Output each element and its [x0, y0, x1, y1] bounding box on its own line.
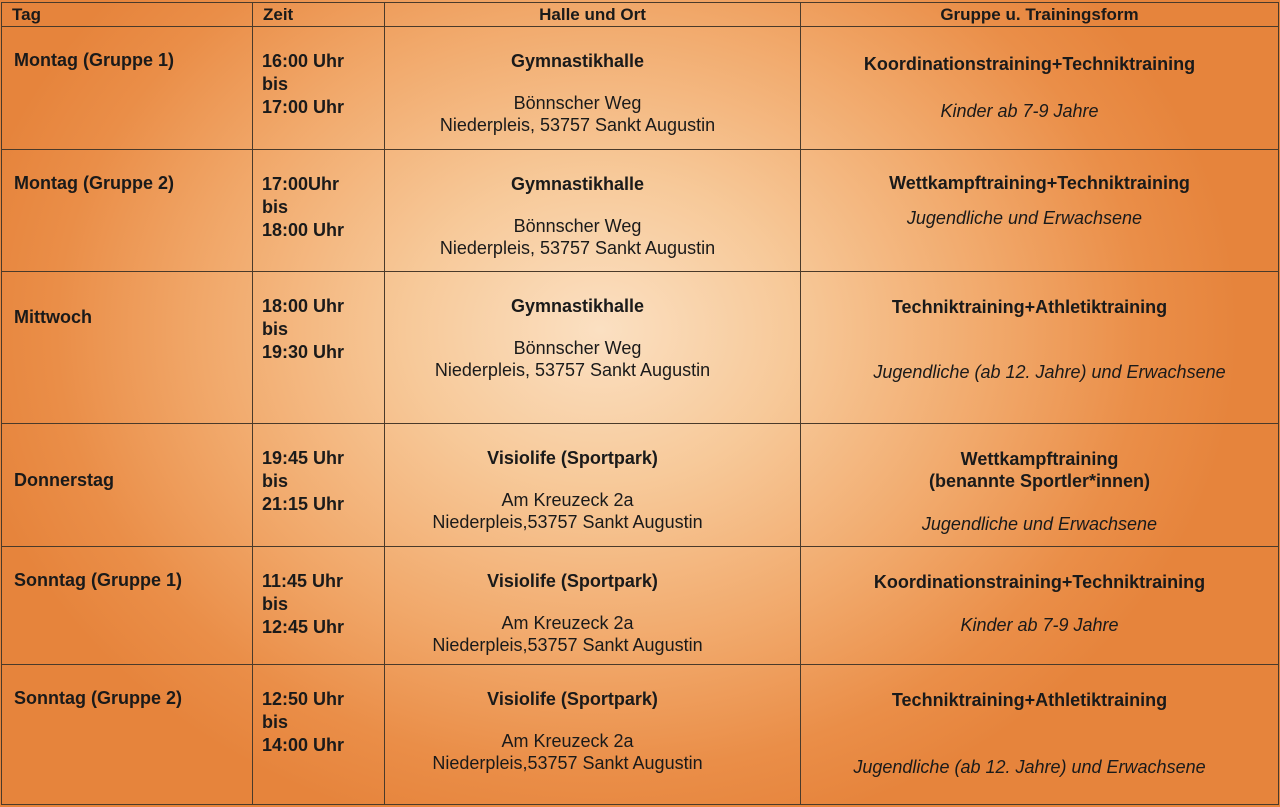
time-start: 16:00 Uhr — [262, 51, 345, 71]
time-sep: bis — [262, 594, 289, 614]
time-end: 21:15 Uhr — [262, 494, 345, 514]
header-time: Zeit — [253, 3, 385, 27]
training-schedule-table — [1, 2, 1279, 805]
time-end: 19:30 Uhr — [262, 342, 345, 362]
day-label: Sonntag (Gruppe 1) — [14, 570, 182, 590]
group-cell — [801, 27, 1279, 150]
table-row — [2, 547, 1279, 665]
street: Bönnscher Weg — [513, 93, 642, 113]
city: Niederpleis,53757 Sankt Augustin — [432, 635, 703, 655]
place-cell — [385, 665, 801, 805]
audience: Kinder ab 7-9 Jahre — [960, 615, 1119, 635]
table-row — [2, 150, 1279, 272]
table-row — [2, 665, 1279, 805]
day-cell — [2, 272, 253, 424]
time-end: 12:45 Uhr — [262, 617, 345, 637]
day-label: Donnerstag — [14, 470, 115, 490]
day-label: Sonntag (Gruppe 2) — [14, 688, 182, 708]
place-cell — [385, 424, 801, 547]
time-sep: bis — [262, 74, 289, 94]
hall-name: Gymnastikhalle — [510, 51, 645, 71]
group-cell — [801, 272, 1279, 424]
day-cell — [2, 27, 253, 150]
hall-name: Visiolife (Sportpark) — [487, 689, 658, 709]
header-place: Halle und Ort — [385, 3, 801, 27]
training-form-note: (benannte Sportler*innen) — [928, 471, 1150, 491]
city: Niederpleis,53757 Sankt Augustin — [432, 753, 703, 773]
training-form: Techniktraining+Athletiktraining — [891, 297, 1168, 317]
table-row — [2, 272, 1279, 424]
time-end: 17:00 Uhr — [262, 97, 345, 117]
day-label: Montag (Gruppe 2) — [14, 173, 174, 193]
hall-name: Visiolife (Sportpark) — [487, 448, 658, 468]
group-cell — [801, 150, 1279, 272]
audience: Jugendliche (ab 12. Jahre) und Erwachsene — [873, 362, 1226, 382]
time-start: 18:00 Uhr — [262, 296, 345, 316]
training-form: Wettkampftraining+Techniktraining — [889, 173, 1190, 193]
street: Am Kreuzeck 2a — [501, 613, 634, 633]
table-row — [2, 27, 1279, 150]
time-end: 14:00 Uhr — [262, 735, 345, 755]
group-cell — [801, 665, 1279, 805]
audience: Jugendliche (ab 12. Jahre) und Erwachsene — [853, 757, 1206, 777]
time-sep: bis — [262, 197, 289, 217]
day-label: Montag (Gruppe 1) — [14, 50, 174, 70]
city: Niederpleis, 53757 Sankt Augustin — [434, 360, 711, 380]
group-cell — [801, 424, 1279, 547]
header-day: Tag — [2, 3, 253, 27]
table-row — [2, 424, 1279, 547]
city: Niederpleis,53757 Sankt Augustin — [432, 512, 703, 532]
day-cell — [2, 150, 253, 272]
street: Bönnscher Weg — [513, 338, 642, 358]
training-form: Techniktraining+Athletiktraining — [891, 690, 1168, 710]
audience: Kinder ab 7-9 Jahre — [940, 101, 1099, 121]
street: Bönnscher Weg — [513, 216, 642, 236]
time-end: 18:00 Uhr — [262, 220, 345, 240]
time-sep: bis — [262, 471, 289, 491]
time-start: 12:50 Uhr — [262, 689, 345, 709]
time-start: 17:00Uhr — [262, 174, 340, 194]
place-cell — [385, 150, 801, 272]
time-sep: bis — [262, 319, 289, 339]
hall-name: Visiolife (Sportpark) — [487, 571, 658, 591]
group-cell — [801, 547, 1279, 665]
place-cell — [385, 547, 801, 665]
day-cell — [2, 547, 253, 665]
city: Niederpleis, 53757 Sankt Augustin — [439, 238, 716, 258]
header-group: Gruppe u. Trainingsform — [801, 3, 1279, 27]
place-cell — [385, 27, 801, 150]
place-cell — [385, 272, 801, 424]
city: Niederpleis, 53757 Sankt Augustin — [439, 115, 716, 135]
audience: Jugendliche und Erwachsene — [906, 208, 1143, 228]
day-label: Mittwoch — [14, 307, 92, 327]
time-start: 11:45 Uhr — [262, 571, 344, 591]
training-form: Wettkampftraining — [960, 449, 1119, 469]
day-cell — [2, 665, 253, 805]
street: Am Kreuzeck 2a — [501, 490, 634, 510]
training-form: Koordinationstraining+Techniktraining — [863, 54, 1196, 74]
time-start: 19:45 Uhr — [262, 448, 345, 468]
hall-name: Gymnastikhalle — [510, 296, 645, 316]
training-form: Koordinationstraining+Techniktraining — [873, 572, 1206, 592]
header-row — [2, 3, 1279, 27]
audience: Jugendliche und Erwachsene — [921, 514, 1158, 534]
hall-name: Gymnastikhalle — [510, 174, 645, 194]
street: Am Kreuzeck 2a — [501, 731, 634, 751]
day-cell — [2, 424, 253, 547]
time-sep: bis — [262, 712, 289, 732]
